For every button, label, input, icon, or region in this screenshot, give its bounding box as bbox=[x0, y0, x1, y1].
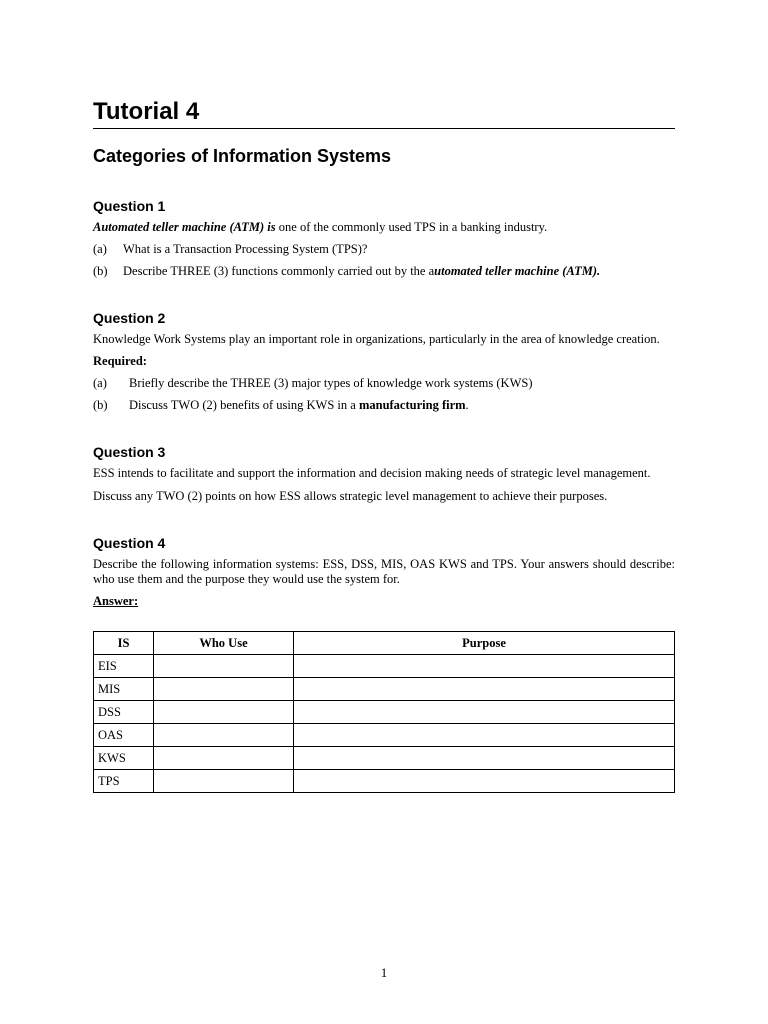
part-text-plain: Describe THREE (3) functions commonly carried out by the a bbox=[123, 264, 435, 278]
question-2-part-b bbox=[93, 398, 675, 413]
table-cell-purpose bbox=[294, 724, 675, 747]
table-header-row bbox=[94, 632, 675, 655]
question-1-heading: Question 1 bbox=[93, 198, 166, 214]
table-cell-is: OAS bbox=[94, 724, 154, 747]
page-number: 1 bbox=[380, 965, 388, 980]
part-text: Briefly describe the THREE (3) major types of knowledge work systems (KWS) bbox=[129, 376, 533, 390]
required-label: Required: bbox=[93, 354, 147, 368]
part-label: (a) bbox=[93, 376, 107, 390]
table-cell-who-use bbox=[154, 701, 294, 724]
table-row bbox=[94, 747, 675, 770]
table-cell-is: MIS bbox=[94, 678, 154, 701]
part-text-emphasis: utomated teller machine (ATM). bbox=[434, 264, 601, 278]
table-header-is: IS bbox=[94, 632, 154, 655]
page-subtitle: Categories of Information Systems bbox=[93, 146, 392, 166]
question-3 bbox=[93, 443, 675, 504]
question-2-part-a bbox=[93, 376, 675, 391]
part-text: What is a Transaction Processing System (TPS)? bbox=[123, 242, 368, 256]
table-cell-purpose bbox=[294, 678, 675, 701]
part-text bbox=[123, 264, 600, 279]
question-1 bbox=[93, 197, 675, 279]
question-2-heading: Question 2 bbox=[93, 310, 166, 326]
question-1-intro bbox=[93, 220, 675, 235]
table-row bbox=[94, 770, 675, 793]
question-4 bbox=[93, 534, 675, 793]
table-row bbox=[94, 655, 675, 678]
table-cell-is: EIS bbox=[94, 655, 154, 678]
question-1-intro-rest: one of the commonly used TPS in a banking industry. bbox=[275, 220, 548, 234]
table-header-purpose: Purpose bbox=[294, 632, 675, 655]
part-label: (b) bbox=[93, 398, 108, 412]
atm-term: Automated teller machine (ATM) is bbox=[93, 220, 276, 234]
part-label: (a) bbox=[93, 242, 107, 256]
table-cell-who-use bbox=[154, 724, 294, 747]
question-2 bbox=[93, 309, 675, 413]
table-cell-is: DSS bbox=[94, 701, 154, 724]
table-cell-purpose bbox=[294, 655, 675, 678]
question-4-heading: Question 4 bbox=[93, 535, 166, 551]
table-cell-is: KWS bbox=[94, 747, 154, 770]
part-text-plain: Discuss TWO (2) benefits of using KWS in a bbox=[129, 398, 359, 412]
table-cell-purpose bbox=[294, 747, 675, 770]
table-row bbox=[94, 678, 675, 701]
part-text-end: . bbox=[465, 398, 469, 412]
table-cell-who-use bbox=[154, 678, 294, 701]
table-cell-purpose bbox=[294, 701, 675, 724]
question-3-heading: Question 3 bbox=[93, 444, 166, 460]
answer-table bbox=[93, 631, 675, 793]
document-content bbox=[93, 98, 675, 793]
answer-label: Answer: bbox=[93, 594, 139, 608]
table-cell-purpose bbox=[294, 770, 675, 793]
table-cell-who-use bbox=[154, 770, 294, 793]
question-2-intro: Knowledge Work Systems play an important role in organizations, particularly in the area of knowledge creation. bbox=[93, 332, 660, 346]
question-3-paragraph-1: ESS intends to facilitate and support the information and decision making needs of strategic level management. bbox=[93, 466, 651, 480]
part-text-emphasis: manufacturing firm bbox=[358, 398, 466, 412]
table-cell-is: TPS bbox=[94, 770, 154, 793]
table-cell-who-use bbox=[154, 655, 294, 678]
table-cell-who-use bbox=[154, 747, 294, 770]
question-4-paragraph: Describe the following information systems: ESS, DSS, MIS, OAS KWS and TPS. Your answers should describe: who use them and the purpose they would use the system for. bbox=[93, 557, 675, 586]
part-text bbox=[129, 398, 469, 413]
page-title: Tutorial 4 bbox=[93, 98, 675, 129]
table-row bbox=[94, 701, 675, 724]
question-1-part-a bbox=[93, 242, 675, 257]
part-label: (b) bbox=[93, 264, 108, 278]
table-row bbox=[94, 724, 675, 747]
question-1-part-b bbox=[93, 264, 675, 279]
question-3-paragraph-2: Discuss any TWO (2) points on how ESS allows strategic level management to achieve their purposes. bbox=[93, 489, 608, 503]
table-header-who-use: Who Use bbox=[154, 632, 294, 655]
